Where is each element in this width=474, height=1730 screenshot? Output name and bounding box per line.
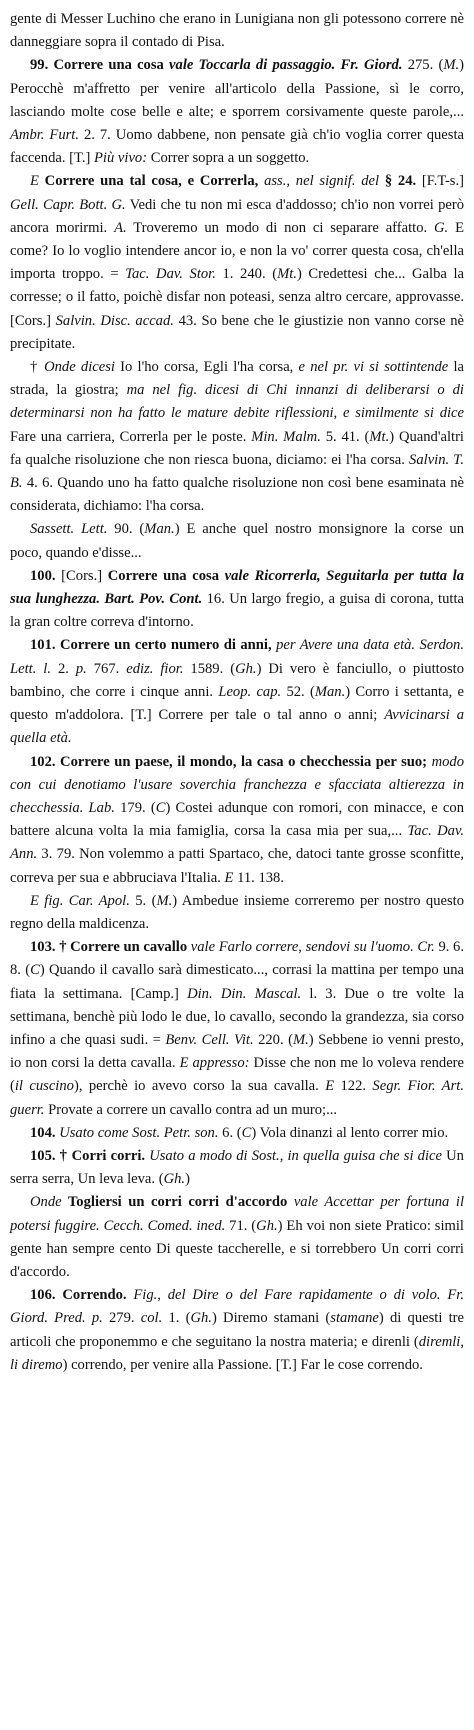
text-run: 52. ( [281,683,315,700]
text-run: Gh. [256,1217,278,1234]
text-run: Disse che non me lo voleva rendere ( [10,1055,465,1095]
text-run: per Avere una data età. Serdon. Lett. l. [10,637,464,677]
text-run: 106. Correndo. [30,1287,134,1304]
text-run: Ambr. Furt. [10,127,80,144]
text-run: † [30,359,45,376]
text-run: ) Di vero è fanciullo, o piuttosto bambino, che corre i cinque anni. [10,660,465,700]
text-run: 122. [334,1078,373,1095]
text-run: vale Ricorrerla, Seguitarla per tutta la sua lunghezza. Bart. Pov. Cont. [10,567,464,608]
text-run: ) Sebbene io venni presto, io non corsi la detta cavalla. [10,1031,464,1072]
text-run: Avvicinarsi a quella età. [10,707,464,747]
text-run: ) Costei adunque con romori, con minacce, e con battere alcuna volta la mia famiglia, corsa la casa mia per sua,... [10,799,464,840]
text-run: ) [185,1171,190,1188]
text-run: E come? Io lo voglio intendere ancor io, e non la vo' correr questa cosa, ch'ella importa troppo. = [10,219,464,283]
text-run: ) Perocchè m'affretto per venire all'articolo della Passione, sì le corro, lasciando molte cose belle e alte; e sporrem corsivamente queste parole,... [10,57,464,120]
text-run: Salvin. T. B. [10,451,464,492]
text-run: ass., nel signif. del [264,173,380,190]
entry-p-99c [10,356,464,518]
text-run: 179. ( [114,799,156,816]
text-run: ediz. fior. [126,660,184,677]
entry-p-101 [10,634,464,750]
text-run: ) Corro i settanta, e questo m'addolora. [T.] Correre per tale o tal anno o anni; [10,683,464,724]
text-run: e nel pr. vi si sottintende [298,359,449,376]
text-run: ) Quando il cavallo sarà dimesticato..., corrasi la mattina per tempo una fiata la settimana. [Camp.] [10,962,464,1002]
text-run: gente di Messer Luchino che erano in Lunigiana non gli potessono correre nè danneggiare sopra il contado di Pisa. [10,11,464,51]
text-run: 1589. ( [183,660,236,677]
text-run: Onde dicesi [44,359,115,376]
text-run: ) Credettesi che... Galba la corresse; o il fatto, poichè disfar non poteasi, senza altro cercare, approvasse. [Cors.] [10,266,465,329]
text-run: Gh. [163,1171,186,1188]
text-run: Segr. Fior. Art. guerr. [10,1078,464,1118]
text-run: la strada, la giostra; [10,359,464,399]
entry-p-99b [10,170,464,356]
text-run: stamane [330,1310,379,1327]
text-run: Gh. [235,660,257,677]
text-run: 6. ( [218,1124,242,1141]
text-run: Man. [144,521,175,538]
entry-p-99d [10,518,464,564]
text-run: Mt. [277,266,297,283]
text-run: C [155,799,166,816]
text-run: Benv. Cell. Vit. [165,1031,254,1048]
text-run: Min. Malm. [251,428,321,445]
text-run: 104. [30,1124,60,1141]
entry-p-106 [10,1284,464,1377]
text-run: Sassett. Lett. [30,521,108,538]
text-run: 9. 6. 8. ( [10,939,464,979]
text-run: Fare una carriera, Correrla per le poste. [10,428,252,445]
text-run: ) Ambedue insieme correremo per nostro questo regno della maldicenza. [10,892,464,932]
text-run: il cuscino [14,1078,74,1095]
text-run: M. [156,892,173,909]
text-run: l. 3. Due o tre volte la settimana, benchè più lodo le due, lo cavallo, secondo la grandezza, sia corso infino a che quasi sudi. = [10,985,464,1048]
text-run: 11. 138. [233,869,284,886]
text-run: Correr sopra a un soggetto. [147,150,310,167]
text-run: 101. Correre un certo numero di anni, [30,637,277,654]
text-run: M. [292,1031,309,1048]
text-run: Vedi che tu non mi esca d'addosso; ch'io non vorrei però ancora morirmi. [10,196,464,236]
text-run: Un serra serra, Un leva leva. ( [10,1147,464,1188]
text-run: Togliersi un corri corri d'accordo [61,1194,294,1211]
text-run: 71. ( [225,1217,257,1234]
text-run: 1. 240. ( [215,266,278,283]
text-run: ) E anche quel nostro monsignore la corse un poco, quando e'disse... [10,521,464,561]
text-run: ) Quand'altri fa qualche risoluzione che non riesca buona, diciamo: ei l'ha corsa. [10,428,464,468]
text-run: C [30,962,40,979]
text-run: 220. ( [253,1031,293,1048]
entry-p-intro [10,8,464,54]
text-run: 5. ( [129,892,157,909]
text-run: Usato a modo di Sost., in quella guisa che si dice [149,1147,442,1164]
text-run: 100. [30,567,62,584]
text-run: 102. Correre un paese, il mondo, la casa o checchessia per suo; [30,753,432,770]
text-run: Fig., del Dire o del Fare rapidamente o di volo. Fr. Giord. Pred. p. [10,1287,464,1327]
text-run: Gell. Capr. Bott. G. [10,196,126,213]
text-run: G. [434,219,449,236]
text-run: p. [75,660,87,677]
text-run: modo con cui denotiamo l'usare soverchia franchezza e sfacciata altierezza in checchessia. Lab. [10,753,464,816]
entry-p-100 [10,565,464,635]
entry-p-105 [10,1145,464,1191]
text-run: E [325,1078,335,1095]
entry-p-102b [10,890,464,936]
entry-p-99 [10,54,464,170]
text-run: 4. 6. Quando uno ha fatto qualche risoluzione non così bene esaminata nè considerata, dichiamo: l'ha corsa. [10,475,464,515]
text-run: Troveremo un modo di non ci separare affatto. [126,219,435,236]
text-run: [Cors.] [61,567,108,584]
text-run: Onde [30,1194,62,1211]
text-run: Io l'ho corsa, Egli l'ha corsa, [114,359,299,376]
text-run: C [241,1124,252,1141]
text-run: M. [443,57,460,74]
text-run: 3. 79. Non volemmo a patti Spartaco, che, datoci tante grosse sconfitte, correva per sua e abbruciava l'Italia. [10,846,464,886]
text-run: 99. Correre una cosa [30,57,170,74]
text-run: Din. Din. Mascal. [187,985,302,1002]
text-run: Tac. Dav. Stor. [125,266,216,283]
text-run: Correre una tal cosa, e Correrla, [38,173,265,190]
text-run: 16. Un largo fregio, a guisa di corona, tutta la gran coltre correva d'intorno. [10,591,464,631]
text-run: Usato come Sost. Petr. son. [59,1124,219,1141]
text-run: vale Toccarla di passaggio. Fr. Giord. [169,57,403,74]
text-run: 5. 41. ( [320,428,370,445]
text-run: 2. 7. Uomo dabbene, non pensate già ch'io voglia correr questa faccenda. [T.] [10,127,464,167]
text-run: col. [140,1310,163,1327]
entry-p-104 [10,1122,464,1145]
text-run: 105. † Corri corri. [30,1147,150,1164]
text-run: ) correndo, per venire alla Passione. [T.] Far le cose correndo. [62,1356,423,1373]
entry-p-105b [10,1191,464,1284]
text-run: E [30,173,39,190]
text-run: § 24. [379,173,422,190]
text-run: 279. [102,1310,141,1327]
text-run: diremli, li diremo [10,1333,464,1373]
text-run: 2. [51,660,76,677]
text-run: ma nel fig. dicesi di Chi innanzi di deliberarsi o di determinarsi non ha fatto le mature debite riflessioni, e similmente si dice [10,382,464,422]
text-run: Provate a correre un cavallo contra ad un muro;... [44,1101,338,1118]
text-run: E [224,869,234,886]
text-run: 767. [86,660,127,677]
text-run: Salvin. Disc. accad. [55,312,174,329]
text-run: [F.T-s.] [421,173,464,190]
text-run: Man. [314,683,346,700]
text-run: E fig. Car. Apol. [30,892,130,909]
text-run: vale Accettar per fortuna il potersi fuggire. Cecch. Comed. ined. [10,1194,464,1234]
text-run: ) Diremo stamani ( [211,1310,331,1327]
text-run: ), perchè io avevo corso la sua cavalla. [73,1078,326,1095]
text-run: 43. So bene che le giustizie non vanno corse nè precipitate. [10,312,464,352]
text-run: Tac. Dav. Ann. [10,823,464,863]
entry-p-103 [10,936,464,1122]
text-run: Leop. cap. [218,683,282,700]
text-run: Gh. [190,1310,212,1327]
text-run: A. [114,219,127,236]
text-run: Mt. [369,428,390,445]
text-run: ) Vola dinanzi al lento correr mio. [251,1124,449,1141]
text-run: Correre una cosa [107,567,225,584]
text-run: ) di questi tre articoli che proponemmo e che seguitano la nostra materia; e direnli ( [10,1310,464,1350]
text-run: 103. † Correre un cavallo [30,939,191,956]
text-run: E appresso: [179,1055,250,1072]
text-run: 1. ( [162,1310,191,1327]
text-run: 275. ( [402,57,444,74]
text-run: 90. ( [107,521,145,538]
text-run: Più vivo: [94,150,148,167]
text-run: vale Farlo correre, sendovi su l'uomo. Cr. [190,939,435,956]
text-run: ) Eh voi non siete Pratico: simil gente han sempre cento Di queste taccherelle, e si torrebbero Un corri corri d'accordo. [10,1217,464,1280]
entry-p-102 [10,751,464,890]
